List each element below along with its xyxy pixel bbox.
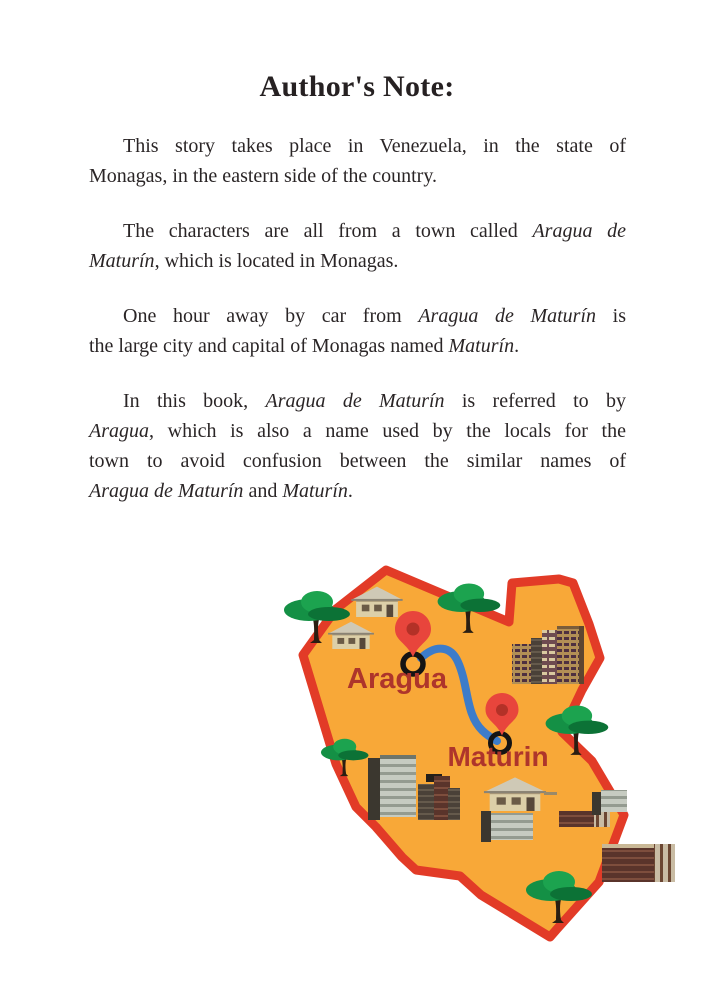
east-gray-building-icon [592,790,627,815]
brown-building-icon [559,810,610,827]
gray-building-icon [368,755,416,820]
paragraph [89,216,626,276]
text-line: Maturín, which is located in Monagas. [89,250,399,272]
page-title: Author's Note: [259,70,455,103]
text-line: the large city and capital of Monagas named Maturín. [89,335,520,357]
authors-note-text [89,131,626,531]
text-line: This story takes place in Venezuela, in the state of [123,135,626,157]
southeast-brown-building-icon [602,844,675,882]
text-line: Monagas, in the eastern side of the country. [89,165,438,187]
text-line: Aragua de Maturín and Maturín. [89,480,353,502]
paragraph [89,131,626,191]
text-line: One hour away by car from Aragua de Maturín is [123,305,627,327]
paragraph [89,301,626,361]
monagas-map-svg [276,552,700,984]
map-label-aragua: Aragua [347,663,447,695]
small-gray-building-icon [481,811,533,842]
text-line: town to avoid confusion between the similar names of [89,450,626,472]
monagas-map-illustration [276,552,700,984]
paragraph [89,386,626,506]
text-line: In this book, Aragua de Maturín is referred to by [123,390,626,412]
text-line: Aragua, which is also a name used by the locals for the [89,420,626,442]
map-label-maturin: Maturin [447,741,549,772]
field-strip [544,792,557,795]
text-line: The characters are all from a town called Aragua de [123,220,626,242]
